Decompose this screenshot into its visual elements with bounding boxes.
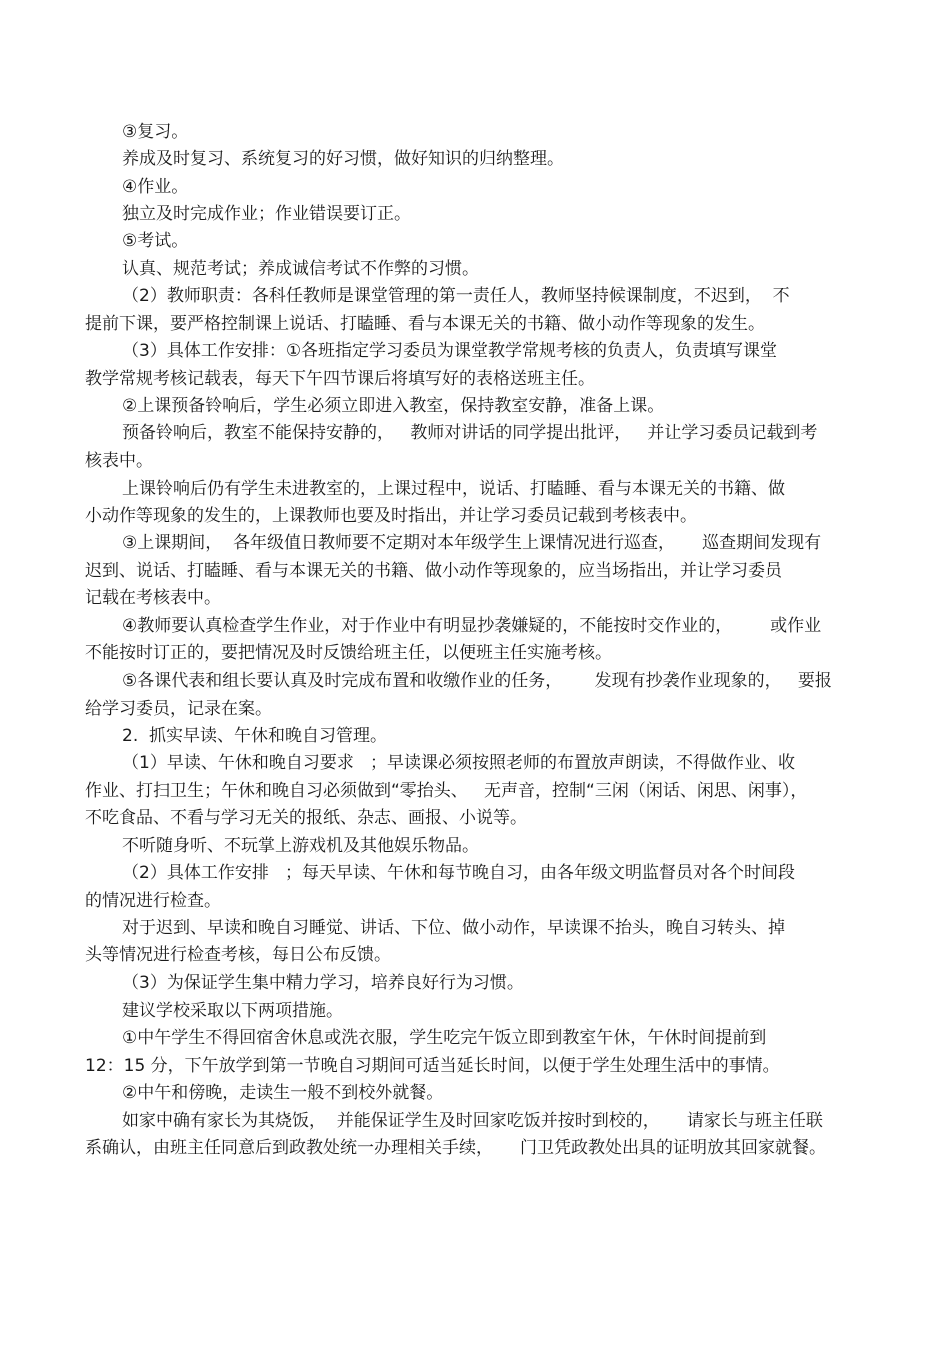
text-line: 对于迟到、早读和晚自习睡觉、讲话、下位、做小动作，早读课不抬头，晚自习转头、掉	[122, 918, 785, 938]
text-line: 记载在考核表中。	[85, 588, 221, 608]
text-line: 小动作等现象的发生的，上课教师也要及时指出，并让学习委员记载到考核表中。	[85, 506, 697, 526]
text-line: ②上课预备铃响后，学生必须立即进入教室，保持教室安静，准备上课。	[122, 396, 665, 416]
text-line: 给学习委员，记录在案。	[85, 699, 272, 719]
text-line: 的情况进行检查。	[85, 891, 221, 911]
text-line: ④教师要认真检查学生作业，对于作业中有明显抄袭嫌疑的，不能按时交作业的， 或作业	[122, 616, 822, 636]
text-line: 头等情况进行检查考核，每日公布反馈。	[85, 945, 391, 965]
text-line: 提前下课，要严格控制课上说话、打瞌睡、看与本课无关的书籍、做小动作等现象的发生。	[85, 314, 765, 334]
text-line: 迟到、说话、打瞌睡、看与本课无关的书籍、做小动作等现象的，应当场指出，并让学习委员	[85, 561, 782, 581]
text-line: 不吃食品、不看与学习无关的报纸、杂志、画报、小说等。	[85, 808, 527, 828]
text-line: ③复习。	[122, 122, 189, 142]
text-line: 建议学校采取以下两项措施。	[122, 1001, 343, 1021]
text-line: ②中午和傍晚，走读生一般不到校外就餐。	[122, 1083, 444, 1103]
text-line: 不听随身听、不玩掌上游戏机及其他娱乐物品。	[122, 836, 479, 856]
text-line: ⑤各课代表和组长要认真及时完成布置和收缴作业的任务， 发现有抄袭作业现象的， 要报	[122, 671, 832, 691]
text-line: （2）具体工作安排 ；每天早读、午休和每节晚自习，由各年级文明监督员对各个时间段	[122, 863, 796, 883]
text-line: ③上课期间， 各年级值日教师要不定期对本年级学生上课情况进行巡查， 巡查期间发现有	[122, 533, 822, 553]
text-line: 教学常规考核记载表，每天下午四节课后将填写好的表格送班主任。	[85, 369, 595, 389]
text-line: 作业、打扫卫生；午休和晚自习必须做到“零抬头、 无声音，控制“三闲（闲话、闲思、闲事），	[85, 781, 808, 801]
text-line: ④作业。	[122, 177, 189, 197]
text-line: 独立及时完成作业；作业错误要订正。	[122, 204, 411, 224]
text-line: ⑤考试。	[122, 231, 189, 251]
text-line: ①中午学生不得回宿舍休息或洗衣服，学生吃完午饭立即到教室午休，午休时间提前到	[122, 1028, 767, 1048]
text-line: （2）教师职责：各科任教师是课堂管理的第一责任人，教师坚持候课制度，不迟到， 不	[122, 286, 790, 306]
text-line: 如家中确有家长为其烧饭， 并能保证学生及时回家吃饭并按时到校的， 请家长与班主任联	[122, 1111, 823, 1131]
text-line: 上课铃响后仍有学生未进教室的，上课过程中，说话、打瞌睡、看与本课无关的书籍、做	[122, 479, 785, 499]
text-line: 认真、规范考试；养成诚信考试不作弊的习惯。	[122, 259, 479, 279]
text-line: （3）具体工作安排：①各班指定学习委员为课堂教学常规考核的负责人，负责填写课堂	[122, 341, 778, 361]
text-line: 养成及时复习、系统复习的好习惯，做好知识的归纳整理。	[122, 149, 564, 169]
text-line: 预备铃响后，教室不能保持安静的， 教师对讲话的同学提出批评， 并让学习委员记载到考	[122, 423, 818, 443]
text-line: 2. 抓实早读、午休和晚自习管理。	[122, 726, 388, 746]
text-line: 12：15 分，下午放学到第一节晚自习期间可适当延长时间，以便于学生处理生活中的事情。	[85, 1056, 780, 1076]
text-line: 核表中。	[85, 451, 153, 471]
text-line: （1）早读、午休和晚自习要求 ；早读课必须按照老师的布置放声朗读，不得做作业、收	[122, 753, 796, 773]
text-line: 不能按时订正的，要把情况及时反馈给班主任，以便班主任实施考核。	[85, 643, 612, 663]
text-line: 系确认，由班主任同意后到政教处统一办理相关手续， 门卫凭政教处出具的证明放其回家就餐。	[85, 1138, 827, 1158]
text-line: （3）为保证学生集中精力学习，培养良好行为习惯。	[122, 973, 524, 993]
